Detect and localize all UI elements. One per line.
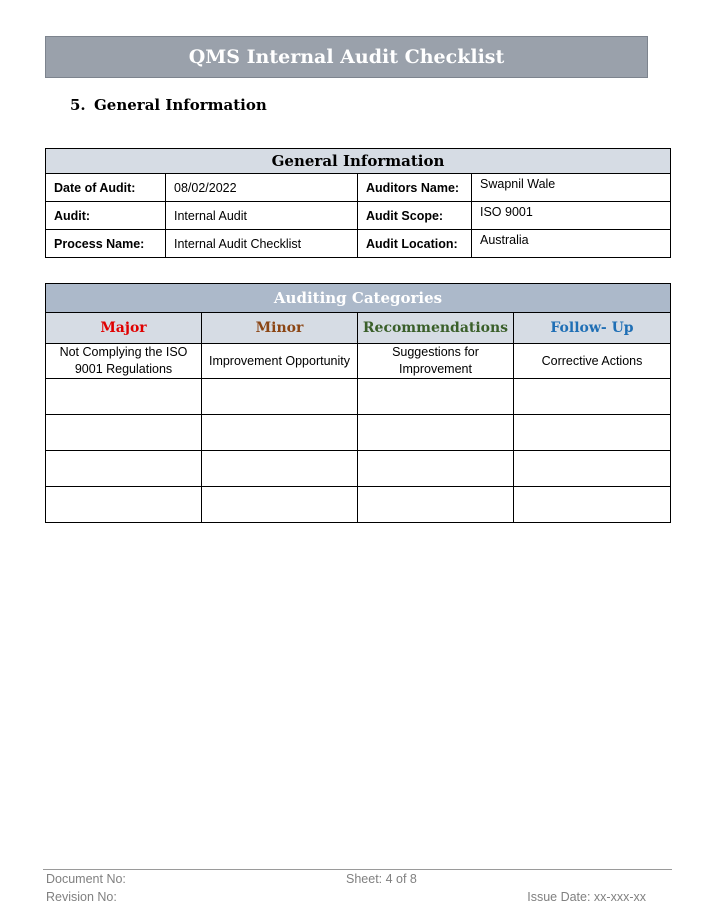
audit-location-label: Audit Location: (358, 230, 472, 258)
major-description: Not Complying the ISO 9001 Regulations (46, 344, 202, 379)
process-name-value: Internal Audit Checklist (166, 230, 358, 258)
date-of-audit-value: 08/02/2022 (166, 174, 358, 202)
section-number: 5. (70, 96, 86, 114)
entry-cell[interactable] (46, 451, 202, 487)
category-recommendations: Recommendations (358, 313, 514, 344)
general-information-heading: General Information (46, 149, 671, 174)
title-banner (45, 36, 648, 78)
document-no: Document No: (46, 872, 126, 886)
follow-up-description: Corrective Actions (514, 344, 671, 379)
table-row (46, 487, 671, 523)
entry-cell[interactable] (358, 379, 514, 415)
auditors-name-value: Swapnil Wale (472, 174, 671, 202)
entry-cell[interactable] (514, 487, 671, 523)
entry-cell[interactable] (514, 415, 671, 451)
section-heading (70, 96, 267, 114)
issue-date: Issue Date: xx-xxx-xx (527, 890, 646, 904)
audit-scope-label: Audit Scope: (358, 202, 472, 230)
table-row (46, 379, 671, 415)
entry-cell[interactable] (46, 487, 202, 523)
category-follow-up: Follow- Up (514, 313, 671, 344)
revision-no: Revision No: (46, 890, 117, 904)
entry-cell[interactable] (46, 379, 202, 415)
category-description-row (46, 344, 671, 379)
entry-cell[interactable] (358, 487, 514, 523)
section-title: General Information (94, 96, 267, 114)
auditing-categories-heading: Auditing Categories (46, 284, 671, 313)
sheet-number: Sheet: 4 of 8 (346, 872, 417, 886)
table-row (46, 202, 671, 230)
entry-cell[interactable] (202, 415, 358, 451)
process-name-label: Process Name: (46, 230, 166, 258)
footer-divider (43, 869, 672, 870)
entry-cell[interactable] (514, 379, 671, 415)
table-row (46, 174, 671, 202)
category-major: Major (46, 313, 202, 344)
entry-cell[interactable] (514, 451, 671, 487)
table-row (46, 451, 671, 487)
audit-label: Audit: (46, 202, 166, 230)
table-row (46, 230, 671, 258)
table-row (46, 415, 671, 451)
category-header-row (46, 313, 671, 344)
date-of-audit-label: Date of Audit: (46, 174, 166, 202)
audit-scope-value: ISO 9001 (472, 202, 671, 230)
auditors-name-label: Auditors Name: (358, 174, 472, 202)
document-title: QMS Internal Audit Checklist (188, 46, 505, 68)
audit-location-value: Australia (472, 230, 671, 258)
audit-value: Internal Audit (166, 202, 358, 230)
entry-cell[interactable] (202, 487, 358, 523)
category-minor: Minor (202, 313, 358, 344)
entry-cell[interactable] (358, 415, 514, 451)
entry-cell[interactable] (358, 451, 514, 487)
auditing-categories-table (45, 283, 671, 523)
entry-cell[interactable] (202, 451, 358, 487)
entry-cell[interactable] (46, 415, 202, 451)
entry-cell[interactable] (202, 379, 358, 415)
minor-description: Improvement Opportunity (202, 344, 358, 379)
general-information-table (45, 148, 671, 258)
recommendations-description: Suggestions for Improvement (358, 344, 514, 379)
